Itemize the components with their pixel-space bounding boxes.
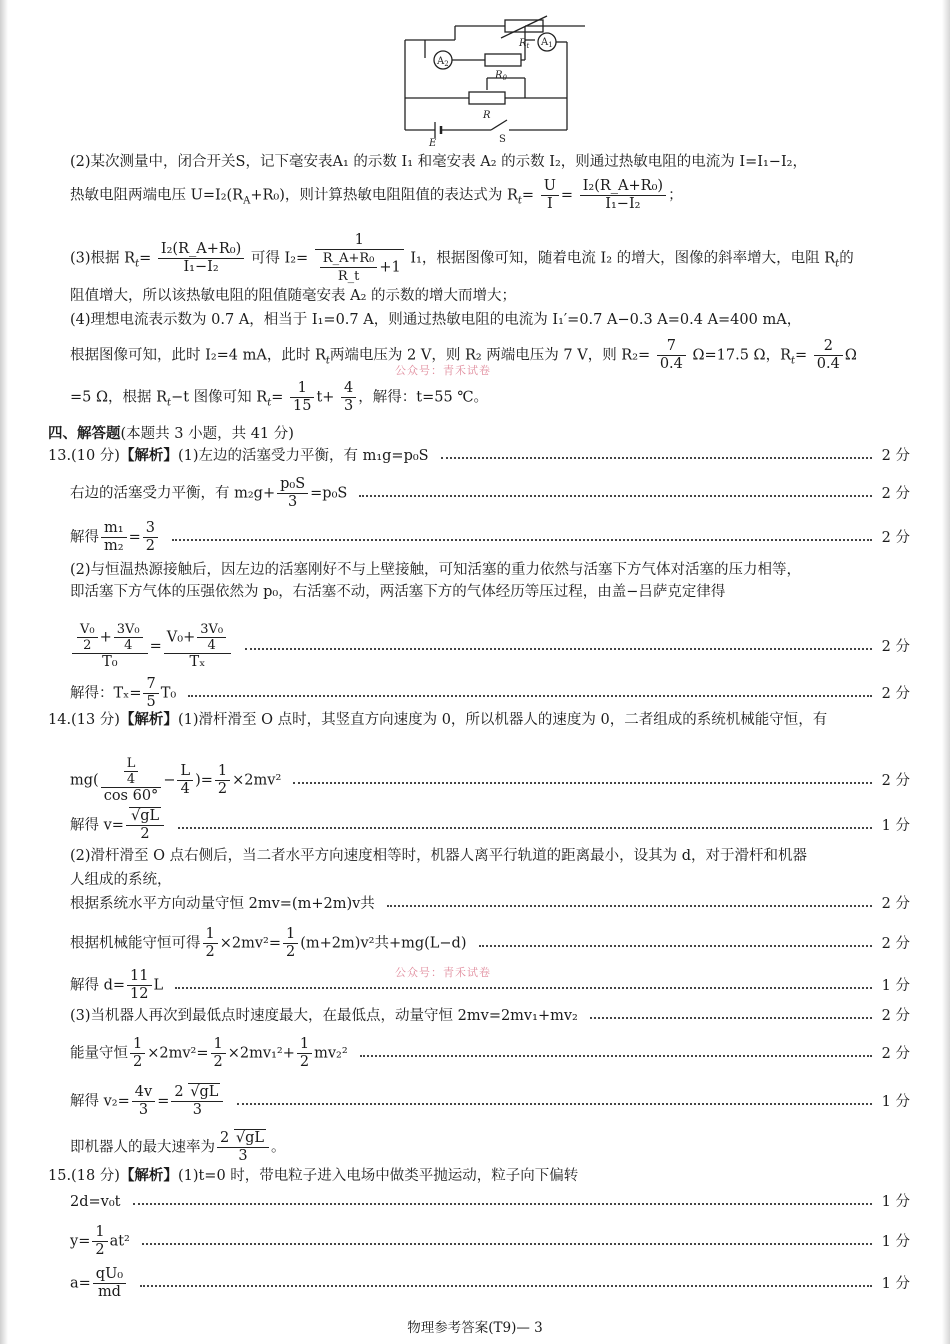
q13-line5: 解得：Tₓ= $\frac{7}{5}$ T₀ 2 分 [70, 676, 910, 710]
para3-line1: (3)根据 $R_t=$ $\frac{\text{I₂(R\_A+R₀)}}{\text{I₁−I₂}}$ 可得 I₂= 1 $\frac{\text{R\_A+R₀}}{R\_t}$ +1 I₁，根据图像可知，随着电流 I₂ 的增大，图像的斜率增大，电阻 $R_t$的 [70, 232, 854, 284]
label-e: E [429, 138, 437, 148]
para2-line1: (2)某次测量中，闭合开关S，记下毫安表A₁ 的示数 I₁ 和毫安表 A₂ 的示数 I₂，则通过热敏电阻的电流为 I=I₁−I₂， [70, 154, 807, 170]
q14-line9: 解得 v₂= $\frac{4v}{3}$ = $\frac{2 √ gL}{3}$ 1 分 [70, 1084, 910, 1119]
q15-line2: 2d=v₀t 1 分 [70, 1194, 910, 1210]
q15-line1: 15.(18 分)【解析】(1)t=0 时，带电粒子进入电场中做类平抛运动，粒子向下偏转 [48, 1167, 579, 1184]
q14-p2-line2: 人组成的系统， [70, 872, 172, 888]
label-r0: $R_0$ [495, 70, 507, 82]
q14-line8: 能量守恒 $\frac{1}{2}$ ×2mv²= $\frac{1}{2}$ ×2mv₁²+ $\frac{1}{2}$ mv₂² 2 分 [70, 1036, 910, 1070]
q14-p2-line1: (2)滑杆滑至 O 点右侧后，当二者水平方向速度相等时，机器人离平行轨道的距离最小，设其为 d，对于滑杆和机器 [70, 848, 808, 864]
label-r: R [483, 110, 491, 121]
para4-line1: (4)理想电流表示数为 0.7 A，相当于 I₁=0.7 A，则通过热敏电阻的电流为 I₁′=0.7 A−0.3 A=0.4 A=400 mA， [70, 312, 802, 328]
q14-line7: (3)当机器人再次到最低点时速度最大，在最低点，动量守恒 2mv=2mv₁+mv₂ 2 分 [70, 1008, 910, 1024]
label-rt: $R_t$ [519, 38, 530, 50]
q13-line2: 右边的活塞受力平衡，有 m₂g+ $\frac{\text{p₀S}}{3}$ =p₀S 2 分 [70, 476, 910, 510]
label-a2: $A_2$ [437, 56, 449, 68]
q13-p2-line2: 即活塞下方气体的压强依然为 p₀，右活塞不动，两活塞下方的气体经历等压过程，由盖−吕萨克定律得 [70, 584, 726, 600]
q14-line4: 根据系统水平方向动量守恒 2mv=(m+2m)v共 2 分 [70, 896, 910, 912]
page-edge-shadow-left [0, 0, 8, 1344]
q13-line4: $\frac{\text{V₀}}{2}$ + $\frac{\text{3V₀}}{4}$ T₀ = V₀+ $\frac{\text{3V₀}}{4}$ Tₓ 2 分 [70, 622, 910, 671]
q14-line2: mg( $\frac{\frac{L}{4}}{\cos 60^\circ}$ − $\frac{L}{4}$ )= $\frac{1}{2}$ ×2mv² 2 分 [70, 756, 910, 804]
q14-line10: 即机器人的最大速率为 $\frac{2 √ gL}{3}$ 。 [70, 1130, 910, 1165]
watermark-2: 公众号：青禾试卷 [395, 966, 491, 979]
section-heading: 四、解答题(本题共 3 小题，共 41 分) [48, 425, 294, 442]
q14-line5: 根据机械能守恒可得 $\frac{1}{2}$ ×2mv²= $\frac{1}{2}$ (m+2m)v²共+mg(L−d) 2 分 [70, 926, 910, 960]
circuit-diagram [395, 8, 585, 148]
q15-line4: a= $\frac{\text{qU₀}}{md}$ 1 分 [70, 1266, 910, 1300]
para4-line2: 根据图像可知，此时 I₂=4 mA，此时 $R_t$两端电压为 2 V，则 R₂ 两端电压为 7 V，则 R₂= $\frac{7}{0.4}$ Ω=17.5 Ω，$R_t=$ $\frac{2}{0.4}$ Ω [70, 338, 857, 372]
q13-line3: 解得 $\frac{\text{m₁}}{\text{m₂}}$ = $\frac{3}{2}$ 2 分 [70, 520, 910, 554]
label-s: S [499, 134, 506, 145]
q14-line1: 14.(13 分)【解析】(1)滑杆滑至 O 点时，其竖直方向速度为 0，所以机器人的速度为 0，二者组成的系统机械能守恒，有 [48, 711, 828, 728]
q13-line1: 13.(10 分)【解析】(1)左边的活塞受力平衡，有 m₁g=p₀S 2 分 [48, 447, 910, 464]
q14-line3: 解得 v= √ $\frac{gL}{2}$ 1 分 [70, 808, 910, 843]
watermark-1: 公众号：青禾试卷 [395, 364, 491, 377]
q15-line3: y= $\frac{1}{2}$ at² 1 分 [70, 1224, 910, 1258]
page-footer: 物理参考答案(T9)— 3 [407, 1320, 543, 1336]
q14-line6: 解得 d= $\frac{11}{12}$ L 1 分 [70, 968, 910, 1002]
para2-line2: 热敏电阻两端电压 $U=I_2(R_A+R_0)$，则计算热敏电阻阻值的表达式为 $R_t=$ $\frac{U}{I}$ = $\frac{\text{I₂(R\_A+R₀)}}{\text{I₁−I₂}}$ ； [70, 178, 683, 212]
para3-line2: 阻值增大，所以该热敏电阻的阻值随毫安表 A₂ 的示数的增大而增大； [70, 288, 516, 304]
page-edge-shadow-right [942, 0, 950, 1344]
q13-p2-line1: (2)与恒温热源接触后，因左边的活塞刚好不与上壁接触，可知活塞的重力依然与活塞下方气体对活塞的压力相等， [70, 562, 802, 578]
para4-line3: =5 Ω，根据 $R_t-t$ 图像可知 $R_t=$ $\frac{1}{15}$ t+ $\frac{4}{3}$ ，解得：t=55 ℃。 [70, 380, 489, 414]
label-a1: $A_1$ [541, 37, 553, 49]
